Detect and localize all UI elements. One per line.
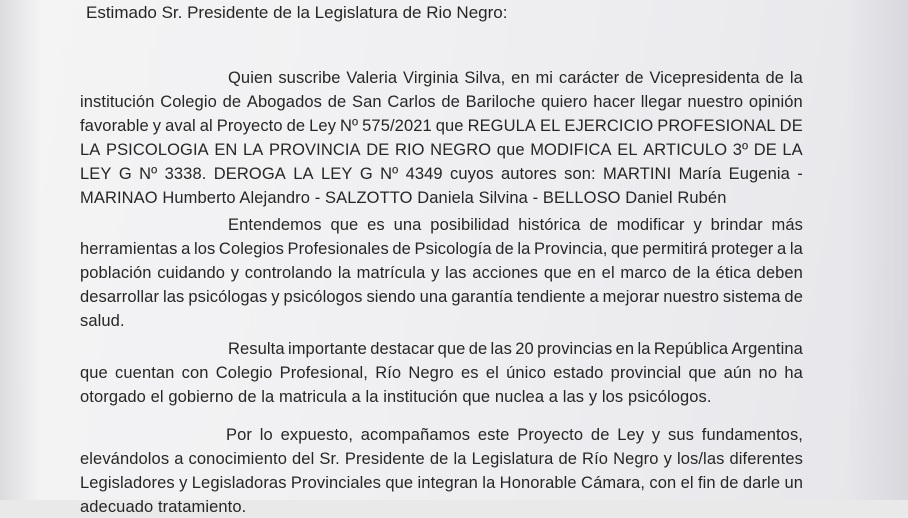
paper-shadow-right [848, 0, 908, 500]
paragraph-2-line-4: desarrollar las psicólogas y psicólogos siendo una garantía tendiente a mejorar nuestro sistema de [80, 288, 803, 306]
paragraph-4-line-2: elevándolos a conocimiento del Sr. Presidente de la Legislatura de Río Negro y los/las diferentes [80, 450, 803, 468]
paragraph-3-line-3: otorgado el gobierno de la matricula a la institución que nuclea a las y los psicólogos. [80, 388, 712, 406]
paragraph-2-line-1: Entendemos que es una posibilidad histórica de modificar y brindar más [228, 216, 803, 234]
paragraph-2-line-3: población cuidando y controlando la matrícula y las acciones que en el marco de la ética deben [80, 264, 803, 282]
paragraph-3-line-2: que cuentan con Colegio Profesional, Río Negro es el único estado provincial que aún no ha [80, 364, 803, 382]
paragraph-1-line-3: favorable y aval al Proyecto de Ley Nº 575/2021 que REGULA EL EJERCICIO PROFESIONAL DE [80, 117, 803, 135]
paragraph-1-line-2: institución Colegio de Abogados de San Carlos de Bariloche quiero hacer llegar nuestro opinión [80, 93, 803, 111]
paragraph-3-line-1: Resulta importante destacar que de las 20 provincias en la República Argentina [228, 340, 803, 358]
paper-shadow-left [0, 0, 40, 500]
paragraph-4-line-3: Legisladores y Legisladoras Provinciales que integran la Honorable Cámara, con el fin de darle un [80, 474, 803, 492]
paragraph-4-line-1: Por lo expuesto, acompañamos este Proyecto de Ley y sus fundamentos, [226, 426, 803, 444]
paragraph-4-line-4: adecuado tratamiento. [80, 498, 247, 516]
paragraph-1-line-5: LEY G Nº 3338. DEROGA LA LEY G Nº 4349 cuyos autores son: MARTINI María Eugenia - [80, 165, 803, 183]
salutation: Estimado Sr. Presidente de la Legislatura de Rio Negro: [86, 3, 508, 22]
paragraph-1-line-4: LA PSICOLOGIA EN LA PROVINCIA DE RIO NEGRO que MODIFICA EL ARTICULO 3º DE LA [80, 141, 803, 159]
paragraph-1-line-6: MARINAO Humberto Alejandro - SALZOTTO Daniela Silvina - BELLOSO Daniel Rubén [80, 189, 727, 207]
paragraph-2-line-2: herramientas a los Colegios Profesionales de Psicología de la Provincia, que permitirá proteger a la [80, 240, 803, 258]
paragraph-1-line-1: Quien suscribe Valeria Virginia Silva, en mi carácter de Vicepresidenta de la [228, 69, 803, 87]
paragraph-2-line-5: salud. [80, 312, 125, 330]
